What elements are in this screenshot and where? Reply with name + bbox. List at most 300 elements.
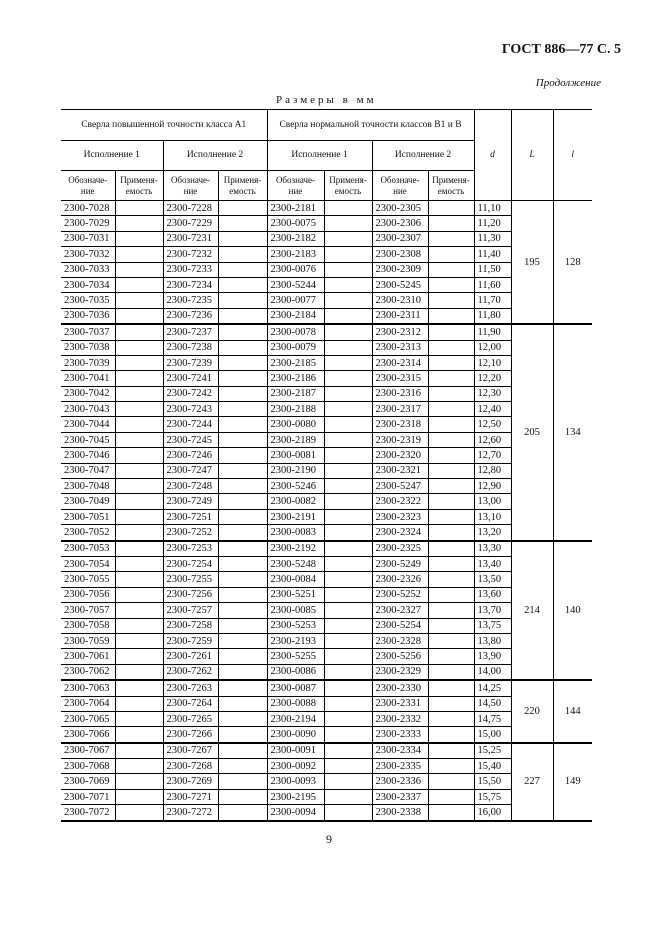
designation-b-v2: 2300-2312 [372,324,428,340]
designation-b-v1: 2300-2184 [267,308,324,324]
applicability-b-v1 [324,216,372,231]
applicability-a1-v2 [218,759,267,774]
designation-b-v2: 2300-2309 [372,262,428,277]
designation-a1-v2: 2300-7244 [163,417,218,432]
applicability-b-v2 [428,633,474,648]
applicability-b-v1 [324,262,372,277]
diameter-cell: 15,50 [474,774,511,789]
designation-b-v2: 2300-2334 [372,743,428,759]
designation-a1-v2: 2300-7241 [163,371,218,386]
designation-a1-v2: 2300-7245 [163,432,218,447]
designation-a1-v2: 2300-7254 [163,556,218,571]
applicability-b-v2 [428,371,474,386]
designation-a1-v1: 2300-7031 [61,231,115,246]
applicability-b-v2 [428,386,474,401]
designation-b-v1: 2300-5246 [267,479,324,494]
designation-a1-v2: 2300-7229 [163,216,218,231]
designation-a1-v1: 2300-7045 [61,432,115,447]
applicability-a1-v2 [218,262,267,277]
designation-a1-v1: 2300-7037 [61,324,115,340]
length-l-cell: 144 [553,680,592,743]
applicability-a1-v1 [115,805,163,821]
designation-b-v1: 2300-2195 [267,789,324,804]
designation-a1-v1: 2300-7071 [61,789,115,804]
applicability-b-v2 [428,324,474,340]
applicability-b-v1 [324,340,372,355]
designation-b-v1: 2300-5251 [267,587,324,602]
designation-b-v2: 2300-2332 [372,711,428,726]
diameter-cell: 12,20 [474,371,511,386]
applicability-b-v2 [428,664,474,680]
designation-a1-v2: 2300-7232 [163,247,218,262]
diameter-cell: 12,10 [474,355,511,370]
applicability-b-v1 [324,494,372,509]
applicability-b-v1 [324,649,372,664]
table-row [61,680,592,696]
applicability-a1-v1 [115,727,163,743]
designation-b-v2: 2300-2313 [372,340,428,355]
applicability-a1-v2 [218,201,267,216]
designation-b-v1: 2300-2186 [267,371,324,386]
length-l-cell: 128 [553,201,592,325]
designation-a1-v1: 2300-7059 [61,633,115,648]
designation-a1-v2: 2300-7256 [163,587,218,602]
applicability-a1-v1 [115,759,163,774]
applicability-a1-v2 [218,448,267,463]
applicability-a1-v1 [115,247,163,262]
designation-b-v1: 2300-0090 [267,727,324,743]
continuation-label: Продолжение [535,77,601,89]
applicability-b-v2 [428,711,474,726]
applicability-b-v1 [324,479,372,494]
designation-a1-v1: 2300-7043 [61,402,115,417]
applicability-a1-v1 [115,509,163,524]
diameter-cell: 11,20 [474,216,511,231]
applicability-a1-v2 [218,603,267,618]
diameter-cell: 11,60 [474,277,511,292]
applicability-b-v2 [428,805,474,821]
applicability-a1-v2 [218,293,267,308]
designation-a1-v1: 2300-7051 [61,509,115,524]
designation-a1-v2: 2300-7231 [163,231,218,246]
diameter-cell: 11,80 [474,308,511,324]
diameter-cell: 13,80 [474,633,511,648]
applicability-a1-v1 [115,277,163,292]
applicability-b-v1 [324,231,372,246]
diameter-cell: 14,75 [474,711,511,726]
applicability-a1-v1 [115,308,163,324]
drill-table [61,109,592,822]
designation-b-v1: 2300-0077 [267,293,324,308]
applicability-a1-v2 [218,664,267,680]
applicability-b-v1 [324,417,372,432]
designation-b-v1: 2300-0094 [267,805,324,821]
applicability-a1-v1 [115,525,163,541]
applicability-a1-v1 [115,633,163,648]
designation-b-v1: 2300-0085 [267,603,324,618]
diameter-cell: 12,00 [474,340,511,355]
applicability-b-v2 [428,789,474,804]
applicability-b-v1 [324,402,372,417]
applicability-a1-v1 [115,680,163,696]
applicability-a1-v1 [115,324,163,340]
applicability-b-v1 [324,371,372,386]
applicability-a1-v1 [115,448,163,463]
applicability-a1-v2 [218,541,267,557]
designation-b-v2: 2300-2326 [372,572,428,587]
header-applicability: Применя- емость [324,171,372,201]
applicability-b-v2 [428,541,474,557]
header-designation: Обозначе- ние [372,171,428,201]
designation-a1-v1: 2300-7054 [61,556,115,571]
designation-a1-v2: 2300-7257 [163,603,218,618]
designation-a1-v1: 2300-7035 [61,293,115,308]
applicability-a1-v1 [115,587,163,602]
diameter-cell: 12,30 [474,386,511,401]
applicability-a1-v2 [218,340,267,355]
designation-a1-v1: 2300-7036 [61,308,115,324]
designation-b-v1: 2300-0076 [267,262,324,277]
applicability-b-v2 [428,402,474,417]
designation-a1-v2: 2300-7253 [163,541,218,557]
applicability-a1-v1 [115,618,163,633]
applicability-b-v2 [428,556,474,571]
designation-b-v1: 2300-2181 [267,201,324,216]
applicability-a1-v2 [218,417,267,432]
applicability-a1-v2 [218,572,267,587]
diameter-cell: 12,40 [474,402,511,417]
designation-a1-v2: 2300-7272 [163,805,218,821]
length-l-cell: 140 [553,541,592,681]
diameter-cell: 11,70 [474,293,511,308]
applicability-a1-v2 [218,355,267,370]
sizes-caption: Размеры в мм [276,94,377,106]
header-b-version1: Исполнение 1 [267,141,372,171]
designation-a1-v2: 2300-7251 [163,509,218,524]
applicability-b-v2 [428,293,474,308]
applicability-b-v1 [324,509,372,524]
designation-b-v2: 2300-2328 [372,633,428,648]
applicability-a1-v2 [218,711,267,726]
applicability-a1-v2 [218,680,267,696]
designation-b-v2: 2300-2325 [372,541,428,557]
designation-a1-v2: 2300-7255 [163,572,218,587]
designation-b-v1: 2300-0080 [267,417,324,432]
applicability-b-v2 [428,572,474,587]
designation-b-v2: 2300-2322 [372,494,428,509]
applicability-a1-v1 [115,355,163,370]
designation-a1-v1: 2300-7055 [61,572,115,587]
designation-b-v2: 2300-2335 [372,759,428,774]
applicability-b-v2 [428,696,474,711]
applicability-a1-v2 [218,743,267,759]
diameter-cell: 15,75 [474,789,511,804]
applicability-b-v2 [428,417,474,432]
applicability-a1-v2 [218,247,267,262]
designation-a1-v1: 2300-7053 [61,541,115,557]
designation-b-v2: 2300-2336 [372,774,428,789]
designation-b-v2: 2300-2327 [372,603,428,618]
designation-b-v2: 2300-2315 [372,371,428,386]
applicability-b-v2 [428,463,474,478]
designation-a1-v1: 2300-7069 [61,774,115,789]
designation-b-v2: 2300-5249 [372,556,428,571]
designation-b-v1: 2300-5253 [267,618,324,633]
applicability-b-v2 [428,479,474,494]
applicability-b-v1 [324,556,372,571]
applicability-a1-v2 [218,371,267,386]
header-applicability: Применя- емость [115,171,163,201]
applicability-a1-v1 [115,494,163,509]
length-l-cell: 134 [553,324,592,540]
designation-a1-v1: 2300-7039 [61,355,115,370]
designation-b-v1: 2300-2185 [267,355,324,370]
table-row [61,201,592,216]
applicability-a1-v1 [115,216,163,231]
designation-a1-v2: 2300-7264 [163,696,218,711]
applicability-b-v1 [324,587,372,602]
designation-a1-v1: 2300-7042 [61,386,115,401]
designation-a1-v1: 2300-7056 [61,587,115,602]
applicability-a1-v2 [218,789,267,804]
applicability-b-v2 [428,587,474,602]
designation-b-v1: 2300-2192 [267,541,324,557]
diameter-cell: 11,50 [474,262,511,277]
applicability-b-v2 [428,277,474,292]
designation-b-v1: 2300-0081 [267,448,324,463]
designation-b-v1: 2300-2193 [267,633,324,648]
applicability-b-v1 [324,277,372,292]
applicability-b-v1 [324,727,372,743]
designation-b-v1: 2300-2183 [267,247,324,262]
applicability-a1-v2 [218,587,267,602]
designation-b-v2: 2300-2324 [372,525,428,541]
applicability-a1-v2 [218,216,267,231]
applicability-b-v1 [324,696,372,711]
diameter-cell: 11,90 [474,324,511,340]
designation-b-v2: 2300-2329 [372,664,428,680]
applicability-a1-v2 [218,525,267,541]
designation-a1-v2: 2300-7233 [163,262,218,277]
diameter-cell: 12,50 [474,417,511,432]
diameter-cell: 11,40 [474,247,511,262]
applicability-a1-v1 [115,743,163,759]
diameter-cell: 13,10 [474,509,511,524]
applicability-a1-v2 [218,402,267,417]
applicability-a1-v1 [115,649,163,664]
applicability-b-v2 [428,727,474,743]
applicability-b-v2 [428,743,474,759]
diameter-cell: 13,75 [474,618,511,633]
designation-b-v1: 2300-2194 [267,711,324,726]
applicability-b-v1 [324,355,372,370]
diameter-cell: 14,25 [474,680,511,696]
applicability-a1-v2 [218,774,267,789]
designation-b-v1: 2300-0086 [267,664,324,680]
applicability-b-v2 [428,308,474,324]
applicability-b-v1 [324,432,372,447]
applicability-b-v2 [428,525,474,541]
header-l: l [553,110,592,201]
designation-b-v2: 2300-5252 [372,587,428,602]
designation-a1-v2: 2300-7248 [163,479,218,494]
table-row [61,324,592,340]
designation-b-v2: 2300-2306 [372,216,428,231]
designation-a1-v2: 2300-7261 [163,649,218,664]
applicability-a1-v1 [115,664,163,680]
designation-b-v1: 2300-0082 [267,494,324,509]
designation-b-v1: 2300-0075 [267,216,324,231]
applicability-b-v1 [324,774,372,789]
designation-b-v1: 2300-5255 [267,649,324,664]
designation-a1-v1: 2300-7044 [61,417,115,432]
applicability-a1-v2 [218,386,267,401]
designation-b-v2: 2300-2318 [372,417,428,432]
applicability-b-v2 [428,201,474,216]
designation-b-v2: 2300-2310 [372,293,428,308]
applicability-b-v1 [324,789,372,804]
designation-a1-v1: 2300-7066 [61,727,115,743]
diameter-cell: 13,90 [474,649,511,664]
designation-a1-v2: 2300-7238 [163,340,218,355]
designation-a1-v1: 2300-7065 [61,711,115,726]
applicability-a1-v1 [115,541,163,557]
designation-a1-v2: 2300-7268 [163,759,218,774]
applicability-a1-v2 [218,727,267,743]
designation-a1-v1: 2300-7032 [61,247,115,262]
table-row [61,743,592,759]
designation-b-v1: 2300-2189 [267,432,324,447]
applicability-b-v2 [428,680,474,696]
applicability-a1-v2 [218,696,267,711]
applicability-b-v2 [428,448,474,463]
diameter-cell: 13,50 [474,572,511,587]
diameter-cell: 13,00 [474,494,511,509]
designation-a1-v2: 2300-7242 [163,386,218,401]
designation-b-v2: 2300-2321 [372,463,428,478]
applicability-a1-v1 [115,231,163,246]
applicability-a1-v1 [115,711,163,726]
applicability-a1-v2 [218,308,267,324]
diameter-cell: 14,50 [474,696,511,711]
applicability-b-v2 [428,247,474,262]
applicability-b-v1 [324,633,372,648]
applicability-b-v1 [324,386,372,401]
designation-b-v2: 2300-5247 [372,479,428,494]
designation-a1-v2: 2300-7234 [163,277,218,292]
designation-a1-v1: 2300-7028 [61,201,115,216]
designation-b-v2: 2300-2323 [372,509,428,524]
diameter-cell: 12,80 [474,463,511,478]
designation-a1-v1: 2300-7061 [61,649,115,664]
designation-a1-v1: 2300-7064 [61,696,115,711]
designation-a1-v1: 2300-7046 [61,448,115,463]
applicability-a1-v1 [115,402,163,417]
header-a1-version1: Исполнение 1 [61,141,163,171]
applicability-a1-v1 [115,572,163,587]
designation-b-v2: 2300-2331 [372,696,428,711]
designation-a1-v1: 2300-7033 [61,262,115,277]
header-L: L [511,110,553,201]
designation-a1-v2: 2300-7266 [163,727,218,743]
applicability-a1-v2 [218,231,267,246]
applicability-b-v1 [324,247,372,262]
length-L-cell: 214 [511,541,553,681]
standard-header: ГОСТ 886—77 С. 5 [501,42,621,57]
designation-b-v2: 2300-2330 [372,680,428,696]
designation-a1-v1: 2300-7038 [61,340,115,355]
applicability-a1-v2 [218,805,267,821]
applicability-b-v2 [428,649,474,664]
designation-a1-v1: 2300-7063 [61,680,115,696]
applicability-b-v1 [324,664,372,680]
diameter-cell: 15,00 [474,727,511,743]
designation-a1-v2: 2300-7249 [163,494,218,509]
designation-a1-v2: 2300-7262 [163,664,218,680]
applicability-b-v1 [324,448,372,463]
designation-a1-v1: 2300-7068 [61,759,115,774]
applicability-b-v2 [428,618,474,633]
diameter-cell: 12,90 [474,479,511,494]
designation-b-v2: 2300-5256 [372,649,428,664]
designation-b-v2: 2300-2316 [372,386,428,401]
applicability-a1-v1 [115,262,163,277]
applicability-a1-v1 [115,556,163,571]
applicability-a1-v1 [115,479,163,494]
designation-b-v1: 2300-0084 [267,572,324,587]
applicability-b-v2 [428,262,474,277]
applicability-b-v1 [324,805,372,821]
designation-a1-v2: 2300-7243 [163,402,218,417]
applicability-b-v2 [428,432,474,447]
designation-a1-v1: 2300-7072 [61,805,115,821]
applicability-b-v1 [324,711,372,726]
designation-b-v1: 2300-0092 [267,759,324,774]
table-row [61,541,592,557]
designation-a1-v2: 2300-7235 [163,293,218,308]
designation-b-v2: 2300-2333 [372,727,428,743]
applicability-a1-v1 [115,696,163,711]
applicability-a1-v1 [115,340,163,355]
header-class-a1: Сверла повышенной точности класса А1 [61,110,267,141]
applicability-b-v1 [324,463,372,478]
designation-a1-v1: 2300-7048 [61,479,115,494]
designation-b-v2: 2300-2320 [372,448,428,463]
applicability-a1-v2 [218,509,267,524]
diameter-cell: 12,60 [474,432,511,447]
designation-b-v1: 2300-2187 [267,386,324,401]
designation-b-v1: 2300-2182 [267,231,324,246]
header-applicability: Применя- емость [428,171,474,201]
applicability-b-v2 [428,340,474,355]
designation-b-v2: 2300-2308 [372,247,428,262]
applicability-a1-v2 [218,556,267,571]
applicability-b-v1 [324,618,372,633]
applicability-a1-v2 [218,432,267,447]
applicability-b-v2 [428,509,474,524]
applicability-a1-v2 [218,494,267,509]
length-l-cell: 149 [553,743,592,821]
designation-a1-v2: 2300-7271 [163,789,218,804]
applicability-b-v2 [428,216,474,231]
diameter-cell: 11,30 [474,231,511,246]
designation-b-v2: 2300-2307 [372,231,428,246]
designation-b-v1: 2300-0087 [267,680,324,696]
designation-a1-v2: 2300-7258 [163,618,218,633]
designation-a1-v1: 2300-7062 [61,664,115,680]
designation-b-v2: 2300-2338 [372,805,428,821]
designation-a1-v2: 2300-7247 [163,463,218,478]
